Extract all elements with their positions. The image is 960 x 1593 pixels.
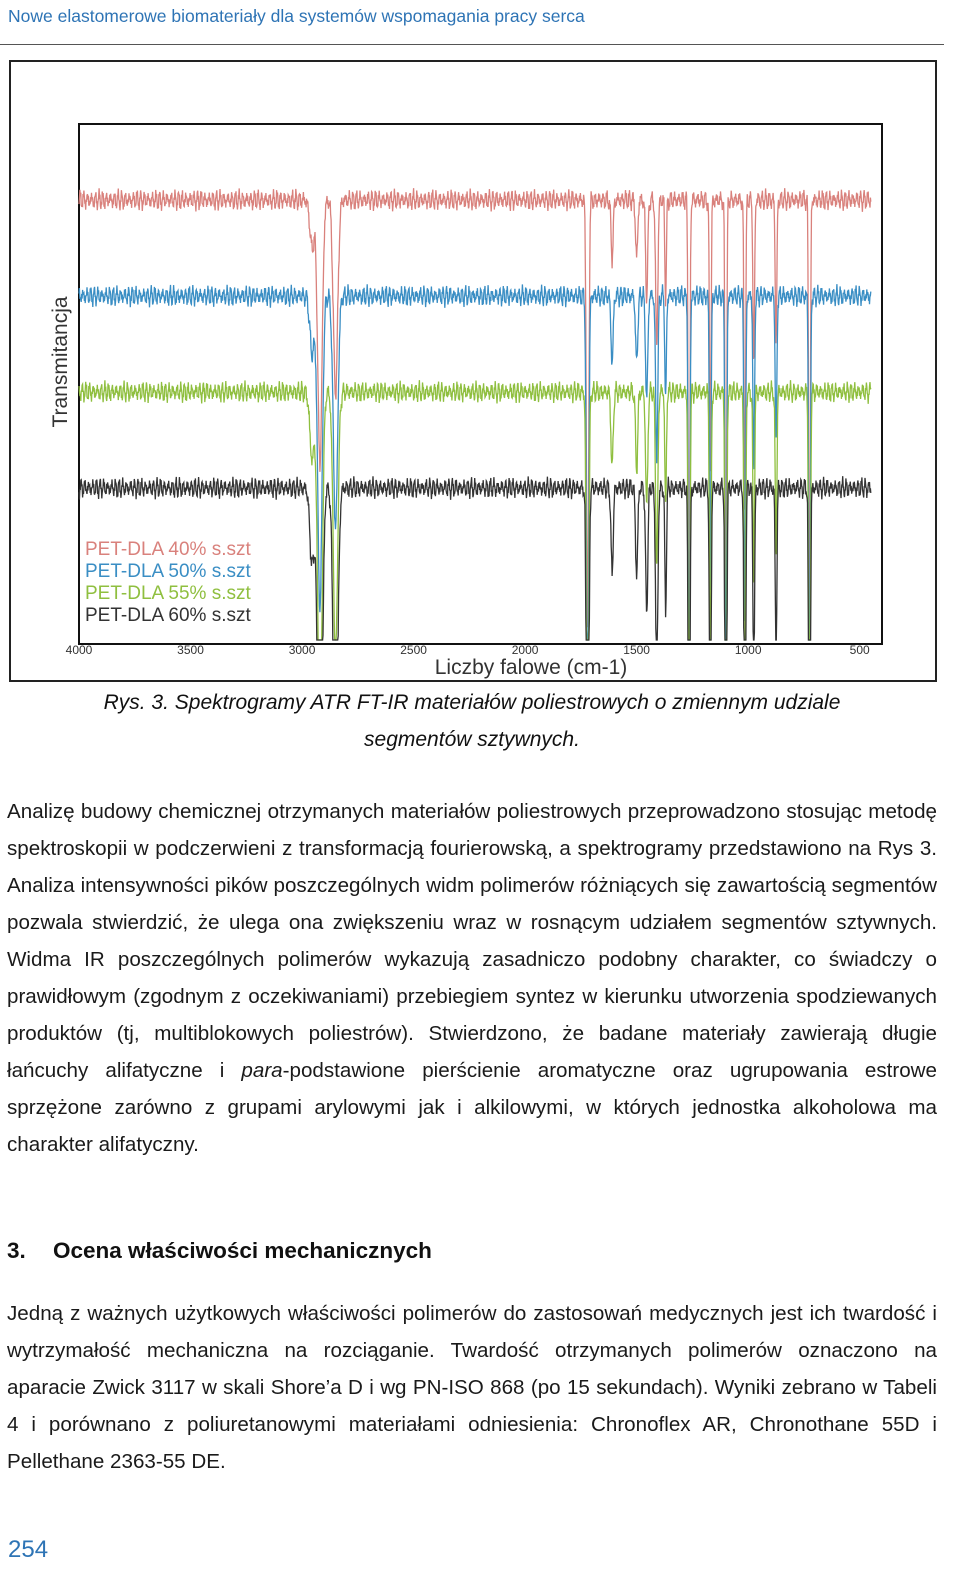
paragraph-1-text: Analizę budowy chemicznej otrzymanych materiałów poliestrowych przeprowadzono stosując metodę spektroskopii w podczerwieni z transformacją fourierowską, a spektrogramy przedstawiono na Rys 3. Analiza intensywności pików poszczególnych widm polimerów różniących się zawartością segmentów pozwala stwierdzić, że ulega ona zwiększeniu wraz w rosnącym udziałem segmentów sztywnych. Widma IR poszczególnych polimerów wykazują zasadniczo podobny charakter, co świadczy o prawidłowym (zgodnym z oczekiwaniami) przebiegiem syntez w kierunku utworzenia spodziewanych produktów (tj, multiblokowych poliestrów). Stwierdzono, że badane materiały zawierają długie łańcuchy alifatyczne i	[7, 800, 937, 1082]
x-tick-label-4000: 4000	[65, 643, 93, 657]
paragraph-2: Jedną z ważnych użytkowych właściwości polimerów do zastosowań medycznych jest ich twardość i wytrzymałość mechaniczna na rozciąganie. Twardość otrzymanych polimerów oznaczono na aparacie Zwick 3117 w skali Shore’a D i wg PN-ISO 868 (po 15 sekundach). Wyniki zebrano w Tabeli 4 i porównano z poliuretanowymi materiałami odniesienia: Chronoflex AR, Chronothane 55D i Pellethane 2363-55 DE.	[7, 1302, 937, 1473]
x-tick-label-2500: 2500	[400, 643, 427, 657]
header-rule	[0, 44, 944, 45]
x-tick-label-500: 500	[849, 643, 870, 657]
figure-frame	[9, 60, 937, 682]
ftir-spectrum-chart	[11, 62, 935, 680]
paragraph-1-italic: para	[241, 1059, 283, 1082]
section-number: 3.	[7, 1238, 26, 1263]
paragraph-1	[7, 793, 937, 1163]
x-axis-label: Liczby falowe (cm-1)	[434, 656, 628, 679]
caption-line-2: segmentów sztywnych.	[364, 728, 580, 751]
paragraph-1-end: -podstawione pierścienie aromatyczne oraz ugrupowania estrowe sprzężone zarówno z grupami arylowymi jak i alkilowymi, w których jednostka alkoholowa ma charakter alifatyczny.	[7, 1059, 937, 1156]
x-tick-label-1500: 1500	[623, 643, 650, 657]
page-number: 254	[8, 1536, 49, 1563]
section-heading	[7, 1238, 432, 1264]
legend-entry-3: PET-DLA 55% s.szt	[85, 583, 251, 604]
caption-line-1: Rys. 3. Spektrogramy ATR FT-IR materiałów poliestrowych o zmiennym udziale	[103, 691, 841, 714]
running-header: Nowe elastomerowe biomateriały dla systemów wspomagania pracy serca	[8, 6, 585, 26]
x-axis-ticks	[66, 643, 870, 657]
legend	[85, 539, 252, 626]
x-tick-label-1000: 1000	[734, 643, 762, 657]
legend-entry-1: PET-DLA 40% s.szt	[85, 539, 251, 560]
x-tick-label-2000: 2000	[511, 643, 539, 657]
legend-entry-2: PET-DLA 50% s.szt	[85, 561, 251, 582]
legend-entry-4: PET-DLA 60% s.szt	[85, 605, 251, 626]
figure-caption	[0, 684, 944, 758]
section-title: Ocena właściwości mechanicznych	[53, 1238, 432, 1263]
x-tick-label-3500: 3500	[177, 643, 204, 657]
y-axis-label: Transmitancja	[49, 296, 72, 428]
x-tick-label-3000: 3000	[288, 643, 316, 657]
